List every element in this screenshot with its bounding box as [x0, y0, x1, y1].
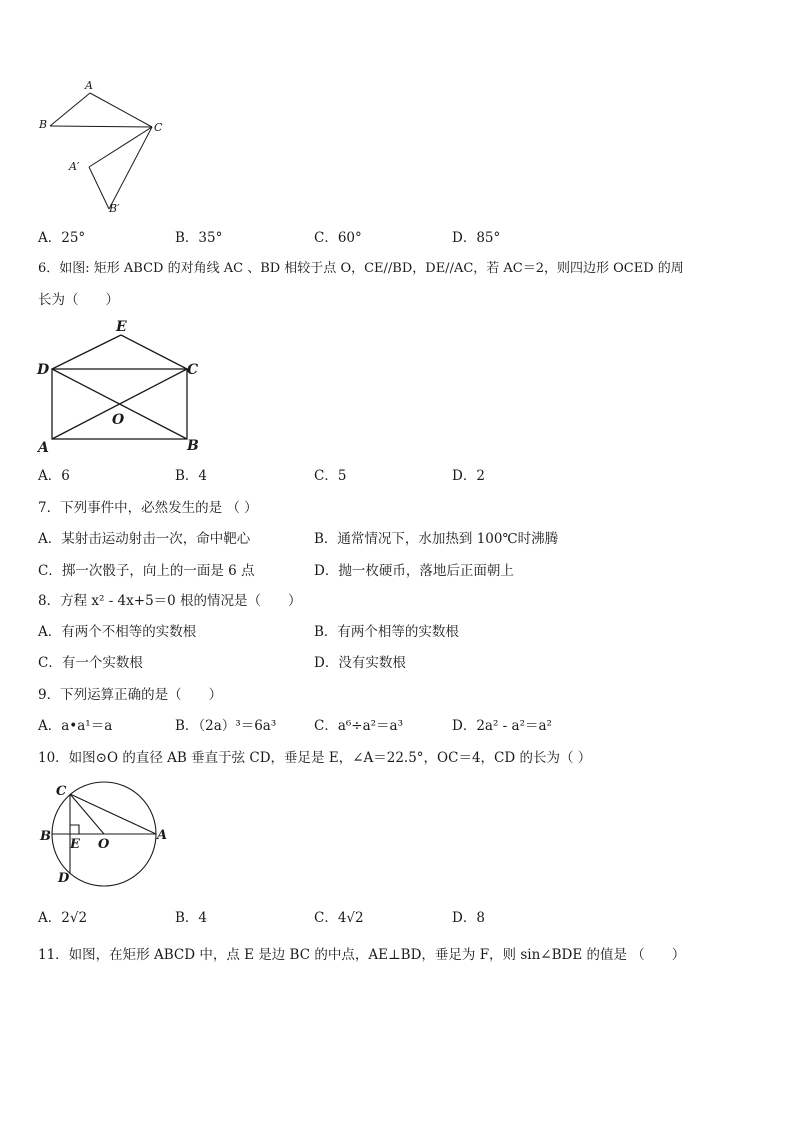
label-o: O	[112, 412, 125, 428]
q6-option-c: C．5	[314, 468, 347, 484]
q9-option-a: A．a•a¹＝a	[38, 718, 113, 734]
q8-option-d: D．没有实数根	[314, 655, 406, 671]
q10-option-c: C．4√2	[314, 910, 364, 926]
segment-ba	[50, 93, 90, 126]
q7-option-d: D．抛一枚硬币，落地后正面朝上	[314, 563, 514, 579]
label-a: A	[157, 828, 168, 843]
figure-q6-rectangle	[30, 315, 210, 455]
q7-option-c: C．掷一次骰子，向上的一面是 6 点	[38, 563, 255, 579]
segment-a-prime-b-prime	[89, 167, 109, 209]
q10-option-a: A．2√2	[38, 910, 88, 926]
q6-stem-line2: 长为（ ）	[38, 292, 119, 308]
label-d: D	[58, 871, 70, 886]
q10-option-d: D．8	[452, 910, 485, 926]
label-d: D	[37, 362, 50, 378]
figure-q5-triangles	[30, 78, 180, 218]
label-a: A	[85, 79, 93, 92]
q9-option-c: C．a⁶÷a²＝a³	[314, 718, 404, 734]
q5-option-a: A．25°	[38, 230, 86, 246]
q9-stem: 9．下列运算正确的是（ ）	[38, 687, 223, 703]
q10-stem: 10．如图⊙O 的直径 AB 垂直于弦 CD，垂足是 E，∠A＝22.5°，OC＝4，CD 的长为（ ）	[38, 750, 592, 766]
segment-a-prime-c	[89, 127, 152, 167]
segment-ac	[90, 93, 152, 127]
label-b: B	[39, 118, 48, 131]
label-c: C	[154, 121, 163, 134]
label-b: B	[187, 438, 199, 454]
q9-option-b: B．（2a）³＝6a³	[175, 718, 277, 734]
segment-de	[52, 335, 121, 369]
q6-option-d: D．2	[452, 468, 485, 484]
q7-option-b: B．通常情况下，水加热到 100℃时沸腾	[314, 531, 559, 547]
label-b: B	[40, 829, 51, 844]
label-o: O	[98, 837, 110, 852]
label-b-prime: B′	[109, 202, 120, 215]
q5-option-c: C．60°	[314, 230, 362, 246]
label-e: E	[116, 319, 127, 335]
label-c: C	[56, 784, 67, 799]
q7-option-a: A．某射击运动射击一次，命中靶心	[38, 531, 251, 547]
q5-option-d: D．85°	[452, 230, 501, 246]
segment-bc	[50, 126, 152, 127]
q6-option-b: B．4	[175, 468, 208, 484]
q6-stem-line1: 6．如图: 矩形 ABCD 的对角线 AC 、BD 相较于点 O，CE//BD，DE//AC，若 AC＝2，则四边形 OCED 的周	[38, 261, 684, 276]
label-e: E	[70, 837, 80, 852]
figure-q10-circle	[34, 780, 174, 890]
label-a: A	[38, 440, 49, 455]
q10-option-b: B．4	[175, 910, 208, 926]
segment-ce	[121, 335, 187, 369]
q8-option-b: B．有两个相等的实数根	[314, 624, 459, 640]
q6-option-a: A．6	[38, 468, 70, 484]
q9-option-d: D．2a² - a²＝a²	[452, 718, 552, 734]
label-c: C	[187, 362, 199, 378]
right-angle-mark	[70, 825, 79, 834]
segment-b-prime-c	[109, 127, 152, 209]
q8-stem: 8．方程 x² - 4x+5＝0 根的情况是（ ）	[38, 593, 302, 609]
q8-option-a: A．有两个不相等的实数根	[38, 624, 197, 640]
segment-co	[70, 794, 104, 834]
q8-option-c: C．有一个实数根	[38, 655, 143, 671]
label-a-prime: A′	[69, 160, 80, 173]
q7-stem: 7．下列事件中，必然发生的是 （ ）	[38, 500, 258, 516]
q5-option-b: B．35°	[175, 230, 223, 246]
q11-stem: 11．如图，在矩形 ABCD 中，点 E 是边 BC 的中点，AE⊥BD，垂足为 F，则 sin∠BDE 的值是 （ ）	[38, 947, 686, 963]
